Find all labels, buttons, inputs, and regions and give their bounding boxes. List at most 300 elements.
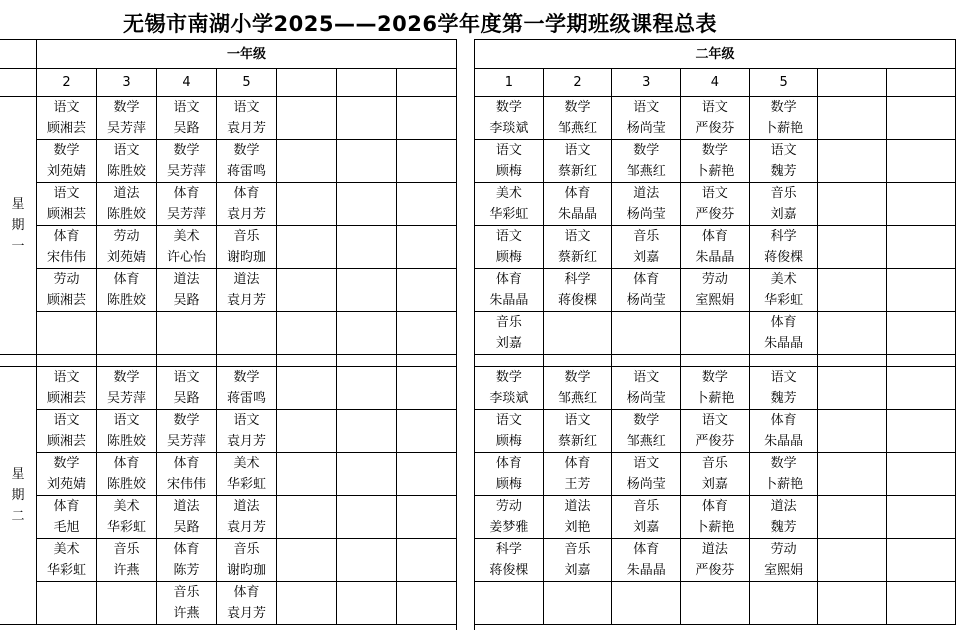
subject-label: 音乐 — [173, 585, 200, 600]
grade-1-class-header: 2 — [37, 69, 97, 97]
subject-label: 数学 — [113, 370, 140, 385]
teacher-name: 严俊芬 — [695, 563, 735, 578]
teacher-name: 魏芳 — [770, 164, 797, 179]
subject-label: 语文 — [701, 186, 728, 201]
schedule-cell — [818, 269, 887, 312]
monday-period-row — [475, 269, 956, 312]
schedule-cell — [157, 226, 217, 269]
schedule-cell — [97, 140, 157, 183]
schedule-cell — [37, 140, 97, 183]
teacher-name — [887, 161, 955, 182]
subject-label: 劳动 — [701, 272, 728, 287]
teacher-name — [475, 603, 543, 624]
tuesday-period-row — [37, 582, 457, 625]
teacher-name: 严俊芬 — [695, 434, 735, 449]
subject-label: 美术 — [233, 456, 260, 471]
schedule-cell — [543, 367, 612, 410]
subject-label — [277, 453, 336, 474]
subject-label — [337, 539, 396, 560]
teacher-name — [37, 333, 96, 354]
tuesday-period-row — [37, 496, 457, 539]
subject-label — [544, 312, 612, 333]
teacher-name: 刘艳 — [564, 520, 591, 535]
subject-label — [337, 312, 396, 333]
schedule-cell — [277, 183, 337, 226]
subject-label — [818, 496, 886, 517]
tuesday-period-row — [37, 539, 457, 582]
subject-label: 体育 — [173, 542, 200, 557]
subject-label: 道法 — [113, 186, 140, 201]
teacher-name: 陈胜姣 — [106, 164, 146, 179]
teacher-name: 蒋俊棵 — [489, 563, 529, 578]
schedule-cell — [818, 183, 887, 226]
subject-label: 体育 — [53, 499, 80, 514]
tuesday-period-row — [475, 582, 956, 625]
teacher-name: 室熙娟 — [764, 563, 804, 578]
teacher-name: 卜薪艳 — [695, 520, 735, 535]
subject-label: 语文 — [564, 229, 591, 244]
schedule-cell — [681, 453, 750, 496]
subject-label — [475, 582, 543, 603]
schedule-cell — [681, 496, 750, 539]
teacher-name: 宋伟伟 — [46, 250, 86, 265]
schedule-cell — [681, 410, 750, 453]
teacher-name: 许燕 — [173, 606, 200, 621]
teacher-name: 陈胜姣 — [106, 207, 146, 222]
schedule-cell — [277, 312, 337, 355]
teacher-name: 袁月芳 — [226, 434, 266, 449]
teacher-name — [397, 290, 456, 311]
schedule-cell — [397, 269, 457, 312]
schedule-cell — [543, 312, 612, 355]
subject-label: 数学 — [495, 100, 522, 115]
schedule-cell — [397, 140, 457, 183]
schedule-cell — [887, 97, 956, 140]
schedule-cell — [818, 312, 887, 355]
subject-label: 道法 — [770, 499, 797, 514]
teacher-name: 吴芳萍 — [166, 434, 206, 449]
teacher-name: 邹燕红 — [558, 121, 598, 136]
teacher-name: 陈胜姣 — [106, 477, 146, 492]
subject-label — [337, 453, 396, 474]
subject-label: 语文 — [173, 370, 200, 385]
subject-label: 语文 — [113, 143, 140, 158]
teacher-name — [818, 560, 886, 581]
teacher-name: 朱晶晶 — [626, 563, 666, 578]
subject-label: 劳动 — [113, 229, 140, 244]
schedule-cell — [337, 539, 397, 582]
teacher-name: 顾湘芸 — [46, 121, 86, 136]
subject-label: 语文 — [633, 100, 660, 115]
schedule-cell — [612, 140, 681, 183]
teacher-name — [818, 118, 886, 139]
schedule-cell — [475, 269, 544, 312]
teacher-name: 严俊芬 — [695, 207, 735, 222]
corner-cell — [0, 69, 37, 97]
teacher-name — [337, 517, 396, 538]
subject-label: 科学 — [770, 229, 797, 244]
teacher-name — [277, 118, 336, 139]
subject-label — [887, 183, 955, 204]
subject-label: 体育 — [701, 229, 728, 244]
schedule-cell — [97, 226, 157, 269]
subject-label — [818, 410, 886, 431]
schedule-cell — [818, 226, 887, 269]
separator-cell — [217, 355, 277, 367]
schedule-cell — [97, 97, 157, 140]
schedule-cell — [612, 367, 681, 410]
teacher-name: 毛旭 — [53, 520, 80, 535]
schedule-cell — [612, 539, 681, 582]
grade-1-class-header: 3 — [97, 69, 157, 97]
subject-label: 美术 — [495, 186, 522, 201]
subject-label — [887, 226, 955, 247]
teacher-name: 刘嘉 — [633, 250, 660, 265]
subject-label: 数学 — [113, 100, 140, 115]
subject-label: 道法 — [633, 186, 660, 201]
subject-label: 体育 — [633, 272, 660, 287]
teacher-name — [612, 603, 680, 624]
subject-label — [37, 582, 96, 603]
teacher-name — [818, 517, 886, 538]
teacher-name — [818, 290, 886, 311]
subject-label: 数学 — [173, 143, 200, 158]
grade-2-class-header: 4 — [681, 69, 750, 97]
teacher-name: 顾梅 — [495, 434, 522, 449]
corner-cell — [0, 40, 37, 69]
subject-label — [277, 269, 336, 290]
separator-cell — [397, 355, 457, 367]
subject-label: 体育 — [633, 542, 660, 557]
subject-label: 数学 — [495, 370, 522, 385]
teacher-name — [337, 388, 396, 409]
subject-label: 体育 — [495, 456, 522, 471]
schedule-cell — [157, 496, 217, 539]
teacher-name — [887, 290, 955, 311]
schedule-cell — [818, 97, 887, 140]
teacher-name — [818, 603, 886, 624]
teacher-name — [818, 388, 886, 409]
subject-label — [397, 367, 456, 388]
teacher-name — [887, 474, 955, 495]
teacher-name: 袁月芳 — [226, 606, 266, 621]
teacher-name — [887, 603, 955, 624]
schedule-cell — [397, 539, 457, 582]
subject-label: 科学 — [564, 272, 591, 287]
teacher-name: 杨尚莹 — [626, 391, 666, 406]
schedule-cell — [97, 539, 157, 582]
schedule-cell — [681, 140, 750, 183]
schedule-cell — [337, 140, 397, 183]
column-divider — [456, 39, 475, 630]
schedule-cell — [37, 582, 97, 625]
subject-label: 音乐 — [113, 542, 140, 557]
schedule-cell — [157, 140, 217, 183]
separator-cell — [749, 355, 818, 367]
teacher-name: 顾梅 — [495, 477, 522, 492]
subject-label: 道法 — [173, 499, 200, 514]
teacher-name: 吴芳萍 — [166, 207, 206, 222]
subject-label: 体育 — [701, 499, 728, 514]
subject-label: 体育 — [495, 272, 522, 287]
subject-label — [397, 226, 456, 247]
teacher-name — [157, 333, 216, 354]
subject-label: 数学 — [701, 143, 728, 158]
teacher-name: 室熙娟 — [695, 293, 735, 308]
subject-label — [887, 410, 955, 431]
subject-label: 体育 — [173, 456, 200, 471]
schedule-cell — [887, 226, 956, 269]
teacher-name — [887, 388, 955, 409]
schedule-cell — [543, 410, 612, 453]
schedule-cell — [475, 539, 544, 582]
subject-label: 语文 — [564, 413, 591, 428]
schedule-cell — [543, 97, 612, 140]
teacher-name — [337, 118, 396, 139]
teacher-name: 严俊芬 — [695, 121, 735, 136]
schedule-cell — [277, 453, 337, 496]
subject-label: 体育 — [113, 272, 140, 287]
teacher-name — [97, 333, 156, 354]
schedule-cell — [818, 496, 887, 539]
teacher-name: 刘苑婧 — [46, 164, 86, 179]
teacher-name: 魏芳 — [770, 520, 797, 535]
teacher-name — [612, 333, 680, 354]
teacher-name: 顾梅 — [495, 164, 522, 179]
schedule-cell — [217, 269, 277, 312]
schedule-cell — [97, 453, 157, 496]
day-separator-row — [37, 355, 457, 367]
subject-label: 音乐 — [495, 315, 522, 330]
teacher-name: 吴芳萍 — [106, 121, 146, 136]
subject-label: 音乐 — [701, 456, 728, 471]
teacher-name — [887, 204, 955, 225]
separator-cell — [157, 355, 217, 367]
schedule-cell — [97, 410, 157, 453]
schedule-cell — [337, 410, 397, 453]
subject-label — [277, 539, 336, 560]
schedule-cell — [681, 226, 750, 269]
teacher-name: 蒋雷鸣 — [226, 164, 266, 179]
subject-label: 语文 — [770, 143, 797, 158]
schedule-cell — [277, 582, 337, 625]
subject-label — [277, 312, 336, 333]
schedule-cell — [217, 410, 277, 453]
subject-label: 体育 — [233, 186, 260, 201]
subject-label — [277, 140, 336, 161]
teacher-name: 朱晶晶 — [695, 250, 735, 265]
subject-label: 音乐 — [633, 499, 660, 514]
schedule-cell — [277, 496, 337, 539]
schedule-cell — [277, 140, 337, 183]
subject-label — [397, 183, 456, 204]
schedule-cell — [612, 97, 681, 140]
teacher-name — [750, 603, 818, 624]
teacher-name — [818, 247, 886, 268]
subject-label: 道法 — [233, 272, 260, 287]
teacher-name — [887, 118, 955, 139]
teacher-name: 刘嘉 — [495, 336, 522, 351]
monday-period-row — [475, 97, 956, 140]
teacher-name — [337, 431, 396, 452]
subject-label — [887, 582, 955, 603]
subject-label: 道法 — [173, 272, 200, 287]
grade-2-class-header: 1 — [475, 69, 544, 97]
subject-label — [887, 539, 955, 560]
monday-period-row — [37, 226, 457, 269]
teacher-name: 蔡新红 — [558, 250, 598, 265]
subject-label: 劳动 — [53, 272, 80, 287]
schedule-cell — [397, 582, 457, 625]
schedule-cell — [612, 582, 681, 625]
teacher-name: 李琰斌 — [489, 391, 529, 406]
subject-label: 美术 — [53, 542, 80, 557]
subject-label — [337, 269, 396, 290]
subject-label — [612, 312, 680, 333]
schedule-cell — [397, 97, 457, 140]
teacher-name — [397, 603, 456, 624]
schedule-cell — [818, 367, 887, 410]
subject-label — [397, 140, 456, 161]
grade-1-class-header: 5 — [217, 69, 277, 97]
subject-label — [818, 539, 886, 560]
schedule-cell — [681, 183, 750, 226]
subject-label: 体育 — [173, 186, 200, 201]
grade-2-class-header: 5 — [749, 69, 818, 97]
subject-label — [337, 140, 396, 161]
teacher-name: 华彩虹 — [489, 207, 529, 222]
subject-label — [818, 183, 886, 204]
subject-label — [887, 496, 955, 517]
subject-label — [277, 410, 336, 431]
day-label-column — [0, 39, 37, 625]
schedule-cell — [277, 226, 337, 269]
schedule-cell — [887, 496, 956, 539]
schedule-cell — [337, 582, 397, 625]
monday-period-row — [37, 183, 457, 226]
schedule-cell — [217, 453, 277, 496]
teacher-name — [397, 204, 456, 225]
separator-cell — [818, 355, 887, 367]
tuesday-period-row — [475, 367, 956, 410]
schedule-cell — [97, 183, 157, 226]
teacher-name: 许燕 — [113, 563, 140, 578]
grade-2-class-header — [887, 69, 956, 97]
subject-label: 体育 — [770, 413, 797, 428]
schedule-cell — [887, 539, 956, 582]
subject-label: 数学 — [173, 413, 200, 428]
teacher-name — [277, 431, 336, 452]
schedule-cell — [543, 453, 612, 496]
schedule-cell — [337, 183, 397, 226]
schedule-cell — [887, 140, 956, 183]
schedule-cell — [887, 269, 956, 312]
schedule-cell — [37, 539, 97, 582]
subject-label: 数学 — [770, 456, 797, 471]
separator-cell — [97, 355, 157, 367]
teacher-name — [397, 333, 456, 354]
monday-period-row — [475, 312, 956, 355]
schedule-cell — [749, 582, 818, 625]
separator-cell — [612, 355, 681, 367]
teacher-name — [277, 474, 336, 495]
teacher-name: 袁月芳 — [226, 520, 266, 535]
schedule-cell — [217, 367, 277, 410]
subject-label: 语文 — [233, 100, 260, 115]
subject-label: 语文 — [633, 456, 660, 471]
schedule-cell — [97, 496, 157, 539]
schedule-cell — [397, 312, 457, 355]
subject-label — [97, 312, 156, 333]
teacher-name — [818, 431, 886, 452]
teacher-name — [337, 204, 396, 225]
teacher-name: 华彩虹 — [106, 520, 146, 535]
subject-label: 语文 — [53, 413, 80, 428]
subject-label: 语文 — [633, 370, 660, 385]
teacher-name: 魏芳 — [770, 391, 797, 406]
tuesday-period-row — [37, 410, 457, 453]
monday-period-row — [37, 97, 457, 140]
teacher-name: 陈胜姣 — [106, 293, 146, 308]
grade-1-grid — [36, 39, 457, 625]
teacher-name: 朱晶晶 — [489, 293, 529, 308]
teacher-name: 许心怡 — [166, 250, 206, 265]
subject-label — [337, 183, 396, 204]
schedule-cell — [612, 312, 681, 355]
schedule-cell — [749, 453, 818, 496]
grade-2-header: 二年级 — [475, 40, 956, 69]
page-title: 无锡市南湖小学2025——2026学年度第一学期班级课程总表 — [123, 12, 717, 36]
schedule-cell — [681, 312, 750, 355]
schedule-cell — [37, 97, 97, 140]
teacher-name — [397, 474, 456, 495]
teacher-name: 吴芳萍 — [166, 164, 206, 179]
schedule-cell — [681, 97, 750, 140]
teacher-name: 蒋俊棵 — [764, 250, 804, 265]
schedule-cell — [277, 410, 337, 453]
monday-period-row — [37, 312, 457, 355]
schedule-cell — [475, 410, 544, 453]
grade-1-header: 一年级 — [37, 40, 457, 69]
subject-label: 科学 — [495, 542, 522, 557]
schedule-cell — [157, 269, 217, 312]
schedule-cell — [97, 269, 157, 312]
subject-label: 语文 — [701, 100, 728, 115]
subject-label: 音乐 — [633, 229, 660, 244]
schedule-cell — [217, 140, 277, 183]
schedule-cell — [217, 183, 277, 226]
subject-label: 劳动 — [770, 542, 797, 557]
schedule-cell — [887, 582, 956, 625]
schedule-cell — [397, 367, 457, 410]
teacher-name — [337, 603, 396, 624]
teacher-name — [277, 603, 336, 624]
teacher-name: 杨尚莹 — [626, 293, 666, 308]
teacher-name: 邹燕红 — [626, 164, 666, 179]
monday-period-row — [475, 183, 956, 226]
subject-label: 语文 — [495, 143, 522, 158]
separator-cell — [475, 355, 544, 367]
subject-label — [887, 269, 955, 290]
teacher-name — [277, 560, 336, 581]
teacher-name — [397, 517, 456, 538]
schedule-cell — [543, 140, 612, 183]
tuesday-period-row — [475, 410, 956, 453]
teacher-name — [887, 560, 955, 581]
schedule-cell — [397, 226, 457, 269]
subject-label: 体育 — [53, 229, 80, 244]
grade-1-class-header: 4 — [157, 69, 217, 97]
